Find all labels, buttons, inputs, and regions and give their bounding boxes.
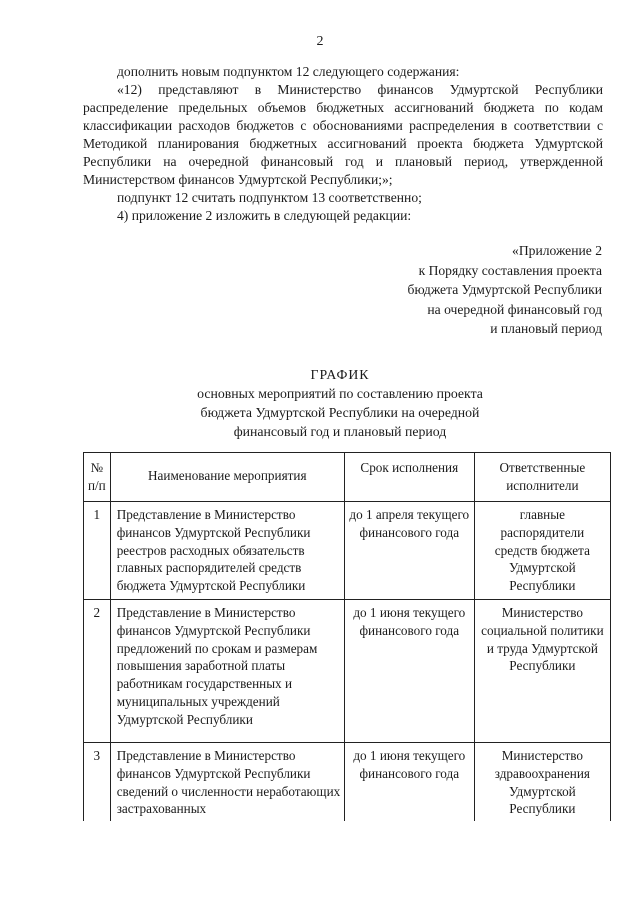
body-text: [83, 63, 603, 225]
paragraph-3: подпункт 12 считать подпунктом 13 соответственно;: [117, 190, 422, 205]
schedule-title: ГРАФИК: [310, 367, 370, 382]
schedule-heading: [120, 365, 560, 441]
cell-responsible: Министерство социальной политики и труда Удмуртской Республики: [474, 600, 610, 743]
appendix-reference: [408, 241, 602, 339]
page-number: 2: [316, 34, 324, 49]
table-header-row: [84, 453, 611, 502]
cell-name: Представление в Министерство финансов Удмуртской Республики предложений по срокам и размерам повышения заработной платы работникам государственных и муниципальных учреждений Удмуртской Республики: [110, 600, 344, 743]
appendix-line: и плановый период: [490, 321, 602, 336]
table-row: [84, 502, 611, 600]
table-row: [84, 743, 611, 822]
cell-num: 1: [84, 502, 111, 600]
appendix-line: «Приложение 2: [512, 243, 602, 258]
schedule-subtitle-line: основных мероприятий по составлению проекта: [197, 386, 483, 401]
schedule-subtitle-line: финансовый год и плановый период: [233, 424, 447, 439]
header-responsible: Ответственные исполнители: [474, 453, 610, 502]
paragraph-1: дополнить новым подпунктом 12 следующего содержания:: [117, 64, 460, 79]
cell-name: Представление в Министерство финансов Удмуртской Республики сведений о численности неработающих застрахованных: [110, 743, 344, 822]
appendix-line: к Порядку составления проекта: [418, 262, 602, 278]
appendix-line: на очередной финансовый год: [427, 301, 602, 317]
schedule-table: [83, 452, 611, 821]
header-num: № п/п: [84, 453, 111, 502]
paragraph-2: «12) представляют в Министерство финансов Удмуртской Республики распределение предельных объемов бюджетных ассигнований бюджета по кодам классификации расходов бюджетов с обоснованиями распределения в соответствии с Методикой планирования бюджетных ассигнований проекта бюджета Удмуртской Республики на очередной финансовый год и плановый период, утвержденной Министерством финансов Удмуртской Республики;»;: [83, 82, 603, 187]
header-deadline: Срок исполнения: [344, 453, 474, 502]
table-row: [84, 600, 611, 743]
paragraph-4: 4) приложение 2 изложить в следующей редакции:: [117, 208, 412, 223]
cell-responsible: Министерство здравоохранения Удмуртской Республики: [474, 743, 610, 822]
cell-name: Представление в Министерство финансов Удмуртской Республики реестров расходных обязательств главных распорядителей средств бюджета Удмуртской Республики: [110, 502, 344, 600]
cell-num: 2: [84, 600, 111, 743]
cell-deadline: до 1 апреля текущего финансового года: [344, 502, 474, 600]
appendix-line: бюджета Удмуртской Республики: [407, 282, 602, 297]
cell-responsible: главные распорядители средств бюджета Удмуртской Республики: [474, 502, 610, 600]
cell-deadline: до 1 июня текущего финансового года: [344, 600, 474, 743]
cell-deadline: до 1 июня текущего финансового года: [344, 743, 474, 822]
header-name: Наименование мероприятия: [110, 453, 344, 502]
schedule-subtitle-line: бюджета Удмуртской Республики на очередной: [200, 405, 480, 420]
cell-num: 3: [84, 743, 111, 822]
